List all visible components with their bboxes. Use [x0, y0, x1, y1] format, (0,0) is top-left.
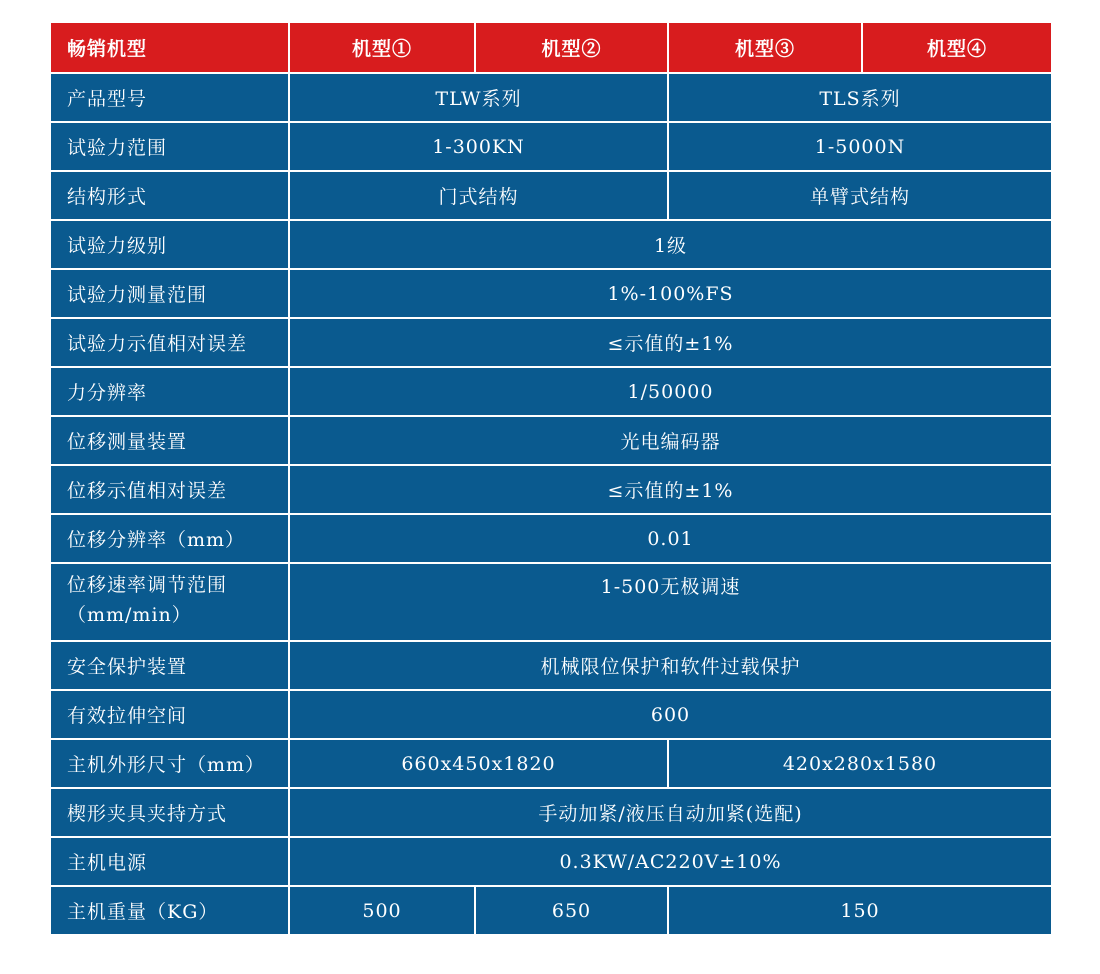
- header-model-2: 机型②: [475, 22, 668, 73]
- row-label: 产品型号: [50, 73, 289, 122]
- row-value: 420x280x1580: [668, 739, 1052, 788]
- table-header-row: [50, 22, 1052, 73]
- row-value: 660x450x1820: [289, 739, 668, 788]
- header-model-1: 机型①: [289, 22, 475, 73]
- row-label: 位移示值相对误差: [50, 465, 289, 514]
- row-label: 试验力级别: [50, 220, 289, 269]
- table-row: [50, 465, 1052, 514]
- row-label: 试验力范围: [50, 122, 289, 171]
- row-value: 1-5000N: [668, 122, 1052, 171]
- table-row: [50, 563, 1052, 641]
- table-row: [50, 514, 1052, 563]
- row-value: TLW系列: [289, 73, 668, 122]
- row-value: 1/50000: [289, 367, 1052, 416]
- header-label: 畅销机型: [50, 22, 289, 73]
- table-row: [50, 837, 1052, 886]
- row-value: 1-300KN: [289, 122, 668, 171]
- table-row: [50, 318, 1052, 367]
- row-label: 位移速率调节范围（mm/min）: [50, 563, 289, 641]
- row-label: 主机外形尺寸（mm）: [50, 739, 289, 788]
- header-model-3: 机型③: [668, 22, 862, 73]
- row-label: 位移分辨率（mm）: [50, 514, 289, 563]
- table-row: [50, 690, 1052, 739]
- row-value: 1%-100%FS: [289, 269, 1052, 318]
- table-row: [50, 367, 1052, 416]
- table-row: [50, 220, 1052, 269]
- row-value: ≤示值的±1%: [289, 318, 1052, 367]
- table-row: [50, 73, 1052, 122]
- row-value: 0.01: [289, 514, 1052, 563]
- row-label: 主机重量（KG）: [50, 886, 289, 935]
- row-value: 150: [668, 886, 1052, 935]
- row-value: TLS系列: [668, 73, 1052, 122]
- row-label: 安全保护装置: [50, 641, 289, 690]
- row-value: 1级: [289, 220, 1052, 269]
- row-value: 机械限位保护和软件过载保护: [289, 641, 1052, 690]
- row-label: 主机电源: [50, 837, 289, 886]
- table-row: [50, 886, 1052, 935]
- table-row: [50, 171, 1052, 220]
- row-value: 门式结构: [289, 171, 668, 220]
- row-label: 结构形式: [50, 171, 289, 220]
- row-value: 0.3KW/AC220V±10%: [289, 837, 1052, 886]
- row-value: 650: [475, 886, 668, 935]
- row-value: 600: [289, 690, 1052, 739]
- row-label: 位移测量装置: [50, 416, 289, 465]
- row-label: 试验力测量范围: [50, 269, 289, 318]
- row-value: 单臂式结构: [668, 171, 1052, 220]
- table-row: [50, 269, 1052, 318]
- table-row: [50, 641, 1052, 690]
- header-model-4: 机型④: [862, 22, 1052, 73]
- spec-table: [49, 21, 1053, 936]
- row-label: 试验力示值相对误差: [50, 318, 289, 367]
- table-row: [50, 122, 1052, 171]
- table-row: [50, 788, 1052, 837]
- row-value: 光电编码器: [289, 416, 1052, 465]
- row-value: 手动加紧/液压自动加紧(选配): [289, 788, 1052, 837]
- table-row: [50, 739, 1052, 788]
- row-label: 楔形夹具夹持方式: [50, 788, 289, 837]
- row-label: 力分辨率: [50, 367, 289, 416]
- table-row: [50, 416, 1052, 465]
- row-value: 500: [289, 886, 475, 935]
- row-value: 1-500无极调速: [289, 563, 1052, 641]
- row-value: ≤示值的±1%: [289, 465, 1052, 514]
- row-label: 有效拉伸空间: [50, 690, 289, 739]
